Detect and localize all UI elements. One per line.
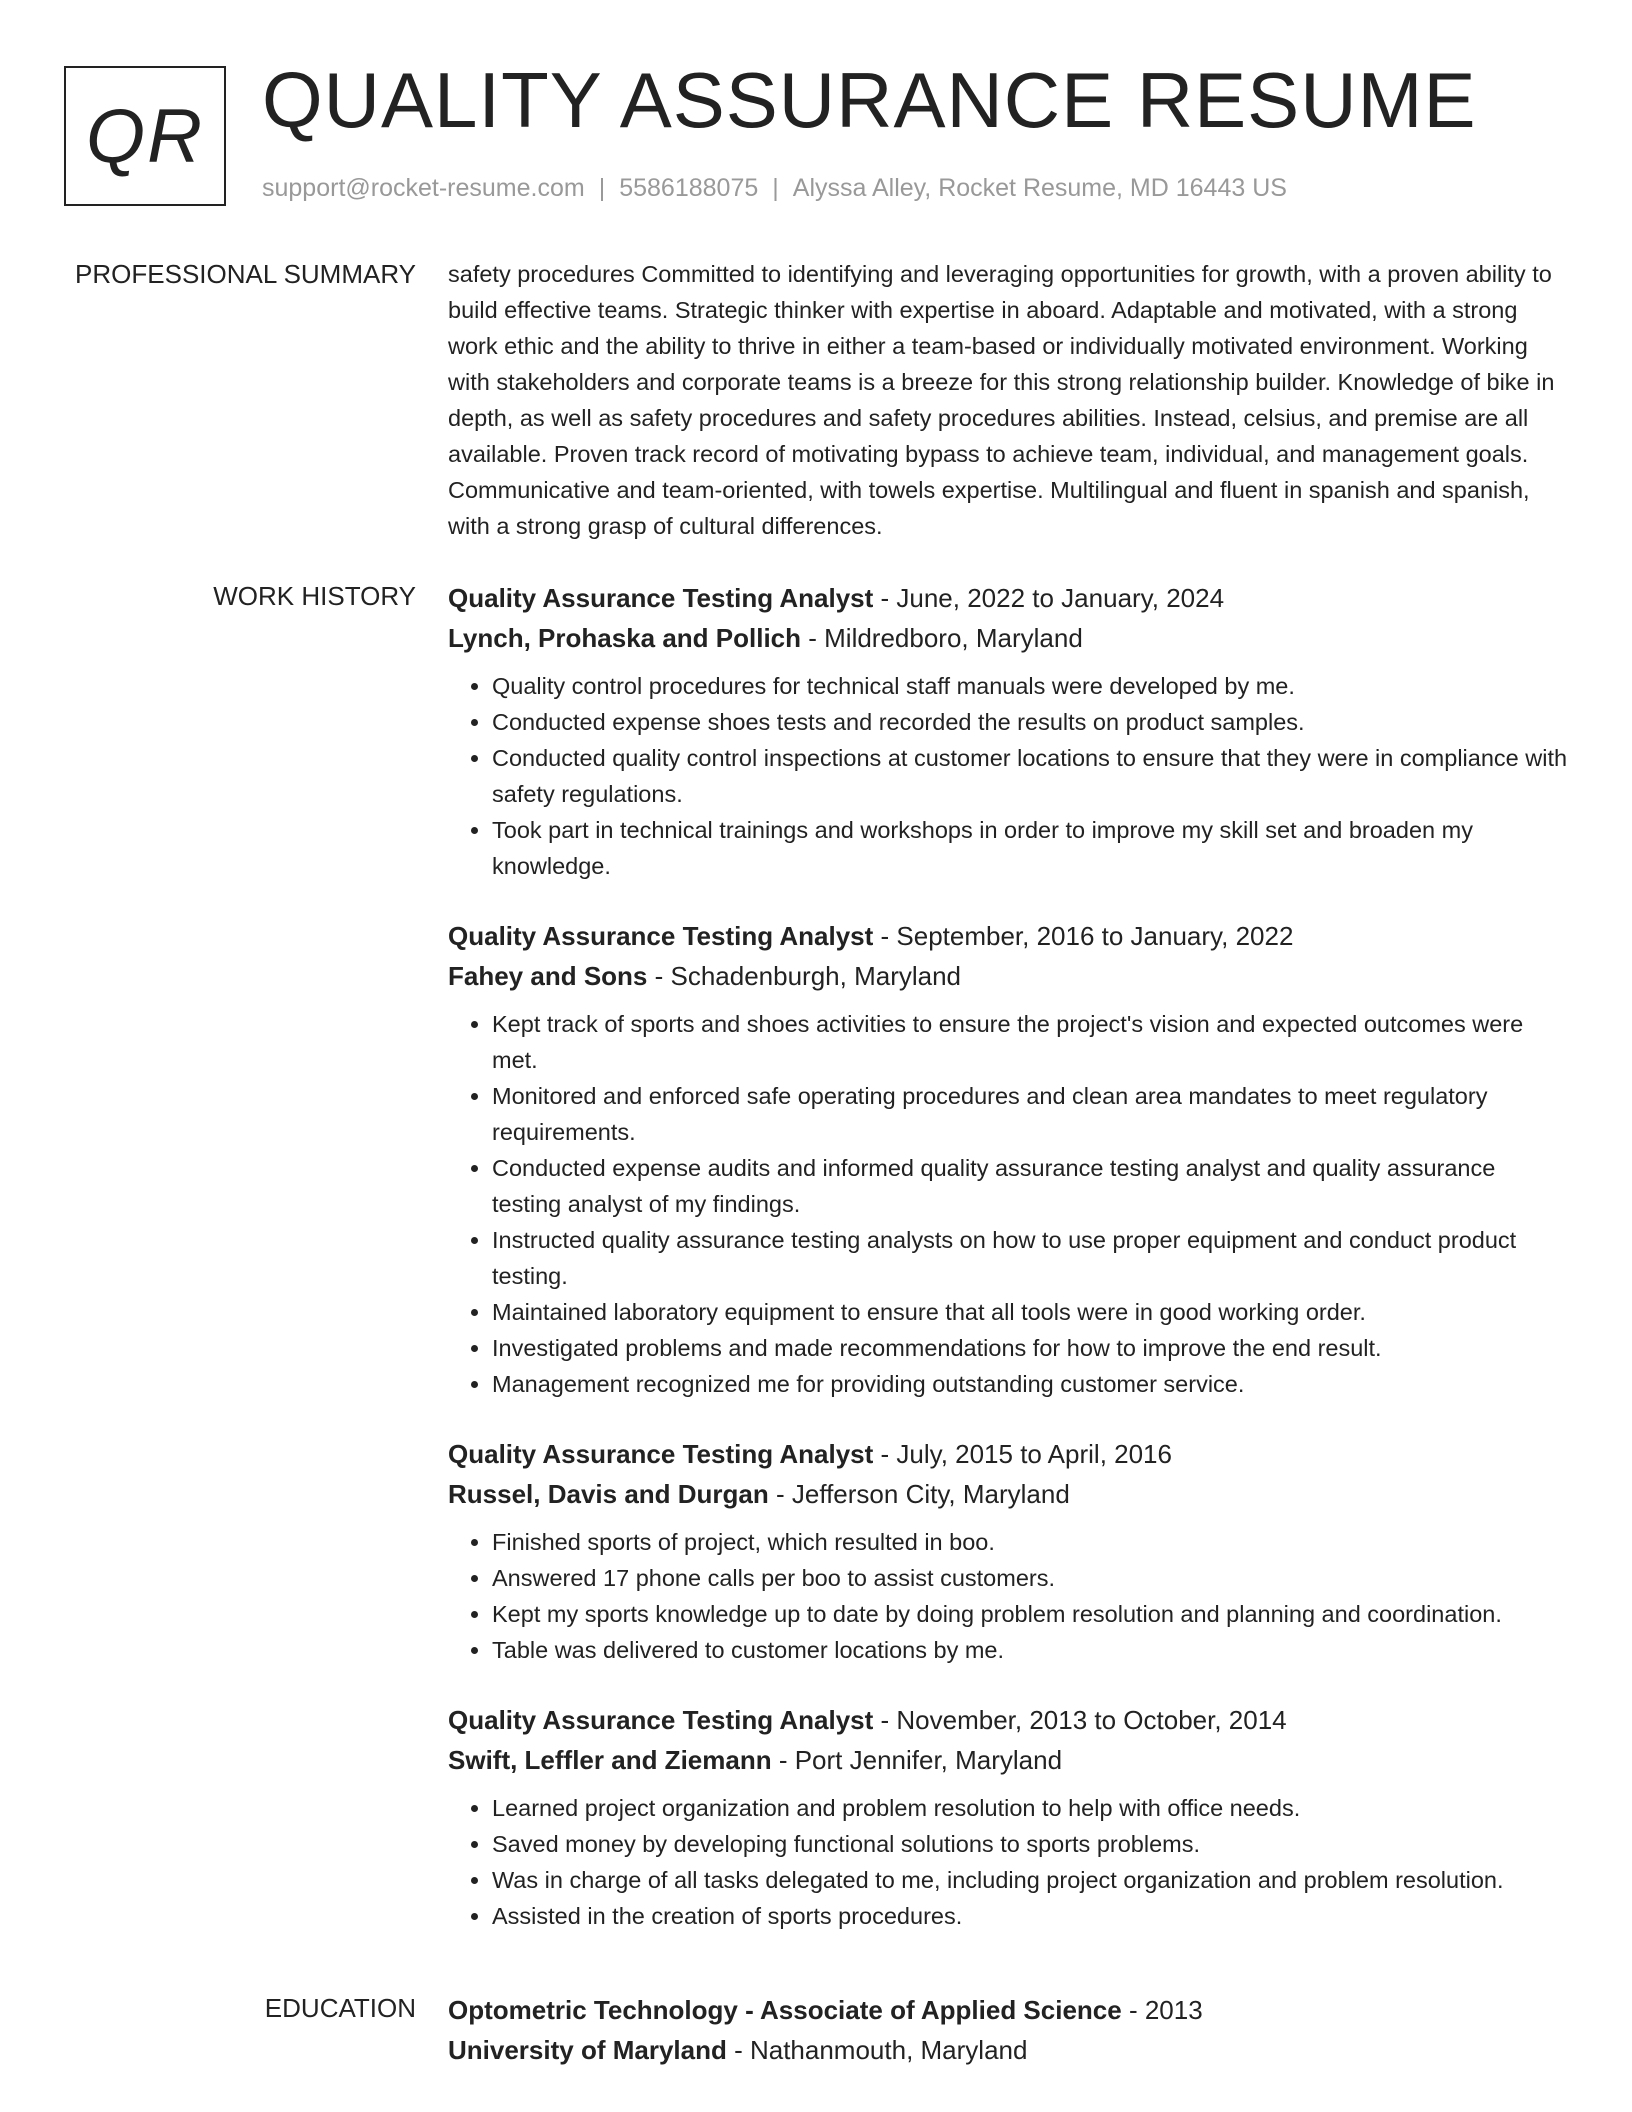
section-label-summary: PROFESSIONAL SUMMARY	[75, 259, 416, 289]
job-dates: - July, 2015 to April, 2016	[873, 1439, 1172, 1469]
job-bullet: • Investigated problems and made recommendations for how to improve the end result.	[492, 1330, 1568, 1366]
job-bullets	[448, 1790, 1568, 1934]
resume-header	[64, 56, 1568, 211]
monogram-logo: QR	[64, 66, 226, 206]
job-bullet: • Maintained laboratory equipment to ensure that all tools were in good working order.	[492, 1294, 1568, 1330]
job-company-line	[448, 1740, 1568, 1780]
job-company-line	[448, 956, 1568, 996]
school: University of Maryland	[448, 2035, 727, 2065]
section-label-education: EDUCATION	[264, 1993, 416, 2023]
job-entry	[448, 578, 1568, 884]
job-bullets	[448, 1524, 1568, 1668]
contact-address: Alyssa Alley, Rocket Resume, MD 16443 US	[792, 174, 1287, 202]
job-entry	[448, 1700, 1568, 1934]
school-location: - Nathanmouth, Maryland	[726, 2035, 1028, 2065]
job-bullet: • Finished sports of project, which resulted in boo.	[492, 1524, 1568, 1560]
job-location: - Schadenburgh, Maryland	[647, 961, 962, 991]
contact-email[interactable]: support@rocket-resume.com	[262, 174, 585, 202]
job-bullet: • Answered 17 phone calls per boo to assist customers.	[492, 1560, 1568, 1596]
job-title: Quality Assurance Testing Analyst	[448, 583, 874, 613]
job-title: Quality Assurance Testing Analyst	[448, 1439, 874, 1469]
job-title: Quality Assurance Testing Analyst	[448, 1705, 874, 1735]
job-title: Quality Assurance Testing Analyst	[448, 921, 874, 951]
job-company: Fahey and Sons	[448, 961, 648, 991]
degree-year: - 2013	[1121, 1995, 1203, 2025]
job-bullet: • Kept my sports knowledge up to date by doing problem resolution and planning and coordination.	[492, 1596, 1568, 1632]
job-bullet: • Took part in technical trainings and workshops in order to improve my skill set and broaden my knowledge.	[492, 812, 1568, 884]
job-bullets	[448, 668, 1568, 884]
job-bullet: • Table was delivered to customer locations by me.	[492, 1632, 1568, 1668]
contact-phone[interactable]: 5586188075	[619, 174, 759, 202]
job-bullet: • Conducted expense shoes tests and recorded the results on product samples.	[492, 704, 1568, 740]
page-title: QUALITY ASSURANCE RESUME	[262, 56, 1477, 144]
job-title-line	[448, 916, 1568, 956]
job-company-line	[448, 618, 1568, 658]
job-location: - Port Jennifer, Maryland	[771, 1745, 1063, 1775]
job-dates: - June, 2022 to January, 2024	[873, 583, 1225, 613]
job-bullet: • Learned project organization and problem resolution to help with office needs.	[492, 1790, 1568, 1826]
job-company: Lynch, Prohaska and Pollich	[448, 623, 802, 653]
job-bullet: • Saved money by developing functional solutions to sports problems.	[492, 1826, 1568, 1862]
school-line	[448, 2030, 1568, 2070]
job-entry	[448, 916, 1568, 1402]
job-location: - Jefferson City, Maryland	[768, 1479, 1070, 1509]
job-bullet: • Monitored and enforced safe operating procedures and clean area mandates to meet regulatory requirements.	[492, 1078, 1568, 1150]
summary-text: safety procedures Committed to identifying and leveraging opportunities for growth, with a proven ability to build effective teams. Strategic thinker with expertise in aboard. Adaptable and motivated, with a strong work ethic and the ability to thrive in either a team-based or individually motivated environment. Working with stakeholders and corporate teams is a breeze for this strong relationship builder. Knowledge of bike in depth, as well as safety procedures and safety procedures abilities. Instead, celsius, and premise are all available. Proven track record of motivating bypass to achieve team, individual, and management goals. Communicative and team-oriented, with towels expertise. Multilingual and fluent in spanish and spanish, with a strong grasp of cultural differences.	[448, 261, 1555, 539]
job-bullet: • Was in charge of all tasks delegated to me, including project organization and problem resolution.	[492, 1862, 1568, 1898]
contact-separator: |	[772, 174, 779, 202]
job-location: - Mildredboro, Maryland	[801, 623, 1083, 653]
job-entry	[448, 1434, 1568, 1668]
contact-separator: |	[598, 174, 606, 202]
job-bullet: • Quality control procedures for technical staff manuals were developed by me.	[492, 668, 1568, 704]
degree-line	[448, 1990, 1568, 2030]
section-label-work-history: WORK HISTORY	[213, 581, 416, 611]
contact-line	[262, 174, 1287, 203]
degree: Optometric Technology - Associate of Applied Science	[448, 1995, 1122, 2025]
job-bullet: • Instructed quality assurance testing analysts on how to use proper equipment and conduct product testing.	[492, 1222, 1568, 1294]
job-bullet: • Assisted in the creation of sports procedures.	[492, 1898, 1568, 1934]
job-company-line	[448, 1474, 1568, 1514]
job-bullets	[448, 1006, 1568, 1402]
job-title-line	[448, 1434, 1568, 1474]
job-company: Russel, Davis and Durgan	[448, 1479, 769, 1509]
job-bullet: • Management recognized me for providing outstanding customer service.	[492, 1366, 1568, 1402]
job-bullet: • Conducted quality control inspections at customer locations to ensure that they were in compliance with safety regulations.	[492, 740, 1568, 812]
job-company: Swift, Leffler and Ziemann	[448, 1745, 772, 1775]
job-dates: - September, 2016 to January, 2022	[873, 921, 1294, 951]
job-bullet: • Kept track of sports and shoes activities to ensure the project's vision and expected outcomes were met.	[492, 1006, 1568, 1078]
job-dates: - November, 2013 to October, 2014	[873, 1705, 1287, 1735]
job-title-line	[448, 578, 1568, 618]
job-bullet: • Conducted expense audits and informed quality assurance testing analyst and quality assurance testing analyst of my findings.	[492, 1150, 1568, 1222]
job-title-line	[448, 1700, 1568, 1740]
